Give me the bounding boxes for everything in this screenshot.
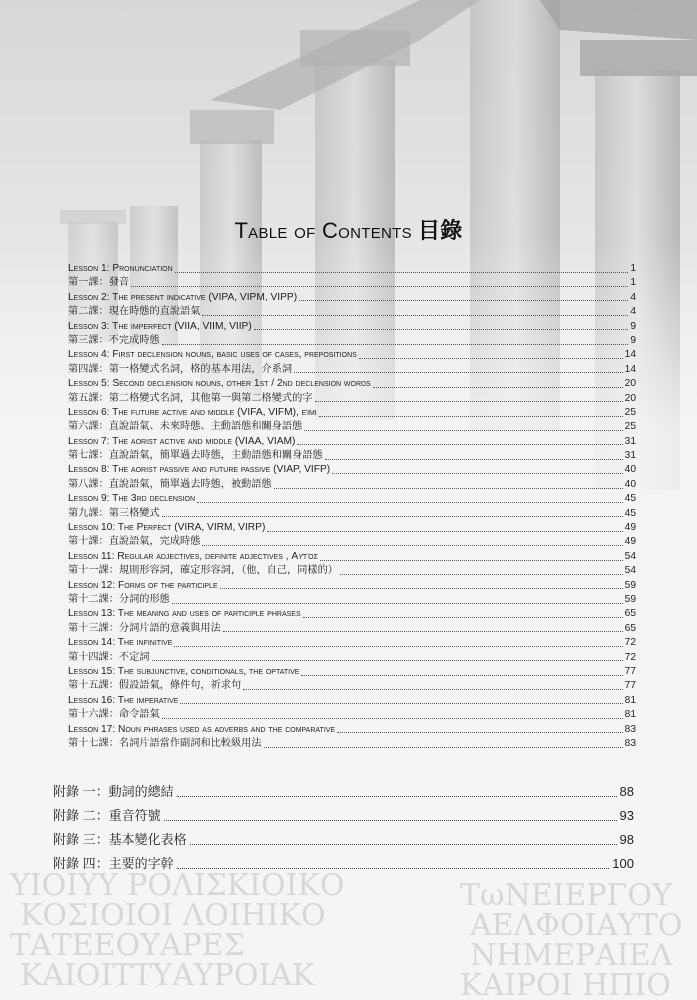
toc-entry-label: 第三課：不完成時態: [68, 334, 160, 346]
dot-leader: [274, 488, 623, 489]
toc-entry[interactable]: [68, 377, 636, 391]
toc-entry-page: 31: [624, 450, 636, 462]
svg-text:ΚΑΙΡΟΙ ΗΠΙΟ: ΚΑΙΡΟΙ ΗΠΙΟ: [460, 968, 671, 1000]
toc-entry[interactable]: [68, 708, 636, 722]
dot-leader: [325, 459, 623, 460]
toc-entry-label: Lesson 10: The Perfect (VIRA, VIRM, VIRP): [68, 522, 266, 534]
toc-entry-page: 54: [624, 565, 636, 577]
toc-entry[interactable]: [68, 564, 636, 578]
toc-entry[interactable]: [68, 622, 636, 636]
appendix-entry[interactable]: [53, 852, 634, 876]
page-title: [0, 214, 697, 245]
toc-entry[interactable]: [68, 276, 636, 290]
dot-leader: [177, 868, 610, 869]
toc-entry-label: Lesson 8: The aorist passive and future passive (VIAP, VIFP): [68, 464, 331, 476]
toc-entry[interactable]: [68, 463, 636, 477]
toc-entry-label: Lesson 4: First declension nouns, basic uses of cases, prepositions: [68, 349, 357, 361]
appendix-entry-page: 88: [619, 784, 634, 799]
toc-entry-label: 第九課：第三格變式: [68, 507, 160, 519]
toc-entry-page: 20: [624, 392, 636, 404]
toc-entry-page: 81: [624, 694, 636, 706]
dot-leader: [180, 703, 622, 704]
dot-leader: [299, 300, 628, 301]
toc-entry[interactable]: [68, 507, 636, 521]
toc-entry-page: 40: [624, 464, 636, 476]
toc-entry[interactable]: [68, 392, 636, 406]
dot-leader: [304, 430, 622, 431]
toc-entry-label: 第十四課：不定詞: [68, 651, 150, 663]
toc-entry-page: 49: [624, 536, 636, 548]
appendix-entry-page: 100: [612, 856, 634, 871]
dot-leader: [223, 631, 623, 632]
toc-entry[interactable]: [68, 694, 636, 708]
toc-entry-label: 第十七課：名詞片語當作副詞和比較級用法: [68, 737, 262, 749]
toc-entry-label: Lesson 7: The aorist active and middle (VIAA, VIAM): [68, 435, 296, 447]
toc-entry-page: 25: [624, 421, 636, 433]
toc-entry-label: 第一課：發音: [68, 277, 130, 289]
dot-leader: [340, 574, 623, 575]
toc-entry-label: 第七課：直說語氣，簡單過去時態，主動語態和關身語態: [68, 450, 323, 462]
dot-leader: [264, 747, 623, 748]
toc-entry-page: 40: [624, 478, 636, 490]
toc-list: [68, 262, 636, 751]
toc-entry[interactable]: [68, 665, 636, 679]
toc-entry[interactable]: [68, 636, 636, 650]
dot-leader: [174, 646, 622, 647]
toc-entry-page: 25: [624, 406, 636, 418]
toc-entry-label: Lesson 11: Regular adjectives, definite adjectives , Αὐτὸς: [68, 550, 318, 562]
dot-leader: [162, 718, 623, 719]
appendix-entry-page: 98: [619, 832, 634, 847]
toc-entry-page: 4: [630, 291, 636, 303]
toc-entry-label: Lesson 6: The future active and middle (VIFA, VIFM), εἰμι: [68, 406, 317, 418]
toc-entry-page: 45: [624, 507, 636, 519]
appendix-entry[interactable]: [53, 828, 634, 852]
toc-entry-page: 72: [624, 651, 636, 663]
title-english: Table of Contents: [234, 218, 412, 243]
toc-entry[interactable]: [68, 550, 636, 564]
toc-entry[interactable]: [68, 348, 636, 362]
appendix-entry[interactable]: [53, 780, 634, 804]
appendix-entry-page: 93: [619, 808, 634, 823]
toc-entry[interactable]: [68, 679, 636, 693]
toc-entry-label: Lesson 16: The imperative: [68, 694, 179, 706]
toc-entry[interactable]: [68, 478, 636, 492]
title-chinese: 目錄: [417, 218, 463, 243]
dot-leader: [373, 387, 623, 388]
appendix-entry-label: 附錄 四：主要的字幹: [53, 856, 174, 871]
toc-entry[interactable]: [68, 593, 636, 607]
toc-entry-label: Lesson 1: Pronunciation: [68, 263, 173, 274]
svg-text:ΑΕΛΦΟΙΑΥΤΟ: ΑΕΛΦΟΙΑΥΤΟ: [470, 908, 683, 943]
toc-entry-page: 14: [624, 349, 636, 361]
toc-entry-page: 83: [624, 737, 636, 749]
toc-entry-label: Lesson 2: The present indicative (VIPA, VIPM, VIPP): [68, 291, 298, 303]
toc-entry-page: 14: [624, 363, 636, 375]
toc-entry-label: 第四課：第一格變式名詞，格的基本用法，介系詞: [68, 363, 293, 375]
toc-entry-page: 72: [624, 637, 636, 649]
toc-entry-page: 31: [624, 435, 636, 447]
toc-entry[interactable]: [68, 737, 636, 751]
toc-entry[interactable]: [68, 320, 636, 334]
dot-leader: [190, 844, 617, 845]
dot-leader: [332, 473, 622, 474]
toc-entry-label: Lesson 13: The meaning and uses of participle phrases: [68, 608, 301, 620]
dot-leader: [320, 560, 623, 561]
toc-entry[interactable]: [68, 305, 636, 319]
svg-text:ΚΑΙΟΙΤΤΥΑΥΡΟΙΑΚ: ΚΑΙΟΙΤΤΥΑΥΡΟΙΑΚ: [20, 958, 315, 993]
toc-entry-label: Lesson 17: Noun phrases used as adverbs and the comparative: [68, 723, 336, 735]
toc-entry-page: 77: [624, 665, 636, 677]
toc-entry-page: 59: [624, 593, 636, 605]
appendix-entry[interactable]: [53, 804, 634, 828]
toc-entry-label: 第十一課：規則形容詞，確定形容詞，（他，自己，同樣的）: [68, 565, 338, 577]
appendix-entry-label: 附錄 三：基本變化表格: [53, 832, 187, 847]
toc-entry-page: 81: [624, 709, 636, 721]
toc-entry[interactable]: [68, 406, 636, 420]
dot-leader: [243, 689, 622, 690]
dot-leader: [297, 444, 622, 445]
dot-leader: [131, 286, 628, 287]
dot-leader: [202, 315, 628, 316]
dot-leader: [254, 329, 629, 330]
toc-entry[interactable]: [68, 291, 636, 305]
toc-entry-label: Lesson 15: The subjunctive, conditionals, the optative: [68, 665, 300, 677]
toc-entry[interactable]: [68, 535, 636, 549]
toc-entry[interactable]: [68, 363, 636, 377]
toc-entry-page: 65: [624, 608, 636, 620]
toc-entry-label: 第二課：現在時態的直說語氣: [68, 306, 201, 318]
toc-entry[interactable]: [68, 723, 636, 737]
toc-entry-page: 20: [624, 378, 636, 390]
dot-leader: [175, 272, 629, 273]
svg-text:ΥΙΟΙΥΥ ΡΟΛΙΣΚΙΟΙΚΟ: ΥΙΟΙΥΥ ΡΟΛΙΣΚΙΟΙΚΟ: [10, 868, 345, 903]
toc-entry-label: 第十二課：分詞的形態: [68, 593, 170, 605]
dot-leader: [319, 416, 623, 417]
toc-entry-label: 第十五課：假設語氣，條件句，祈求句: [68, 680, 242, 692]
appendix-entry-label: 附錄 一：動詞的總結: [53, 784, 174, 799]
dot-leader: [315, 401, 623, 402]
toc-entry[interactable]: [68, 420, 636, 434]
dot-leader: [172, 603, 623, 604]
dot-leader: [177, 796, 617, 797]
toc-entry-label: Lesson 3: The imperfect (VIIA, VIIM, VIIP): [68, 320, 252, 332]
dot-leader: [197, 502, 623, 503]
toc-entry-label: Lesson 9: The 3rd declension: [68, 493, 196, 505]
toc-entry[interactable]: [68, 435, 636, 449]
toc-entry-label: 第十三課：分詞片語的意義與用法: [68, 622, 221, 634]
toc-entry[interactable]: [68, 521, 636, 535]
svg-text:ΝΗΜΕΡΑΙΕΛ: ΝΗΜΕΡΑΙΕΛ: [470, 938, 673, 973]
toc-entry-page: 4: [630, 306, 636, 318]
toc-entry[interactable]: [68, 607, 636, 621]
toc-entry-page: 54: [624, 550, 636, 562]
toc-entry[interactable]: [68, 334, 636, 348]
dot-leader: [301, 675, 622, 676]
toc-entry-page: 49: [624, 522, 636, 534]
toc-entry-page: 1: [630, 263, 636, 274]
toc-entry-label: Lesson 14: The infinitive: [68, 637, 173, 649]
toc-entry[interactable]: [68, 492, 636, 506]
svg-text:ΚΟΣΙΟΙΟΙ ΛΟΙΗΙΚΟ: ΚΟΣΙΟΙΟΙ ΛΟΙΗΙΚΟ: [20, 898, 326, 933]
toc-entry-page: 59: [624, 579, 636, 591]
dot-leader: [162, 516, 623, 517]
toc-entry[interactable]: [68, 449, 636, 463]
appendix-list: [53, 780, 634, 876]
toc-entry[interactable]: [68, 579, 636, 593]
dot-leader: [267, 531, 622, 532]
dot-leader: [359, 358, 623, 359]
dot-leader: [152, 660, 623, 661]
toc-entry-label: Lesson 12: Forms of the participle: [68, 579, 218, 591]
dot-leader: [294, 372, 623, 373]
toc-entry-page: 65: [624, 622, 636, 634]
toc-entry-label: 第十六課：命令語氣: [68, 709, 160, 721]
dot-leader: [164, 820, 617, 821]
dot-leader: [220, 588, 623, 589]
dot-leader: [303, 617, 623, 618]
dot-leader: [202, 545, 622, 546]
toc-entry-page: 1: [630, 277, 636, 289]
toc-entry-page: 45: [624, 493, 636, 505]
toc-entry-label: 第十課：直說語氣，完成時態: [68, 536, 201, 548]
svg-text:ΤωΝΕΙΕΡΓΟΥ: ΤωΝΕΙΕΡΓΟΥ: [460, 878, 672, 913]
dot-leader: [162, 344, 629, 345]
toc-entry-page: 9: [630, 320, 636, 332]
toc-entry-page: 77: [624, 680, 636, 692]
svg-text:ΤΑΤΕΕΟΥΑΡΕΣ: ΤΑΤΕΕΟΥΑΡΕΣ: [10, 928, 245, 963]
toc-entry-label: 第五課：第二格變式名詞，其他第一與第二格變式的字: [68, 392, 313, 404]
dot-leader: [337, 732, 623, 733]
toc-entry-label: 第八課：直說語氣，簡單過去時態，被動語態: [68, 478, 272, 490]
toc-entry[interactable]: [68, 651, 636, 665]
toc-entry[interactable]: [68, 262, 636, 276]
toc-entry-page: 83: [624, 723, 636, 735]
toc-entry-page: 9: [630, 334, 636, 346]
toc-entry-label: Lesson 5: Second declension nouns, other 1st / 2nd declension words: [68, 378, 371, 390]
toc-entry-label: 第六課：直說語氣、未來時態、主動語態和關身語態: [68, 421, 303, 433]
appendix-entry-label: 附錄 二：重音符號: [53, 808, 161, 823]
